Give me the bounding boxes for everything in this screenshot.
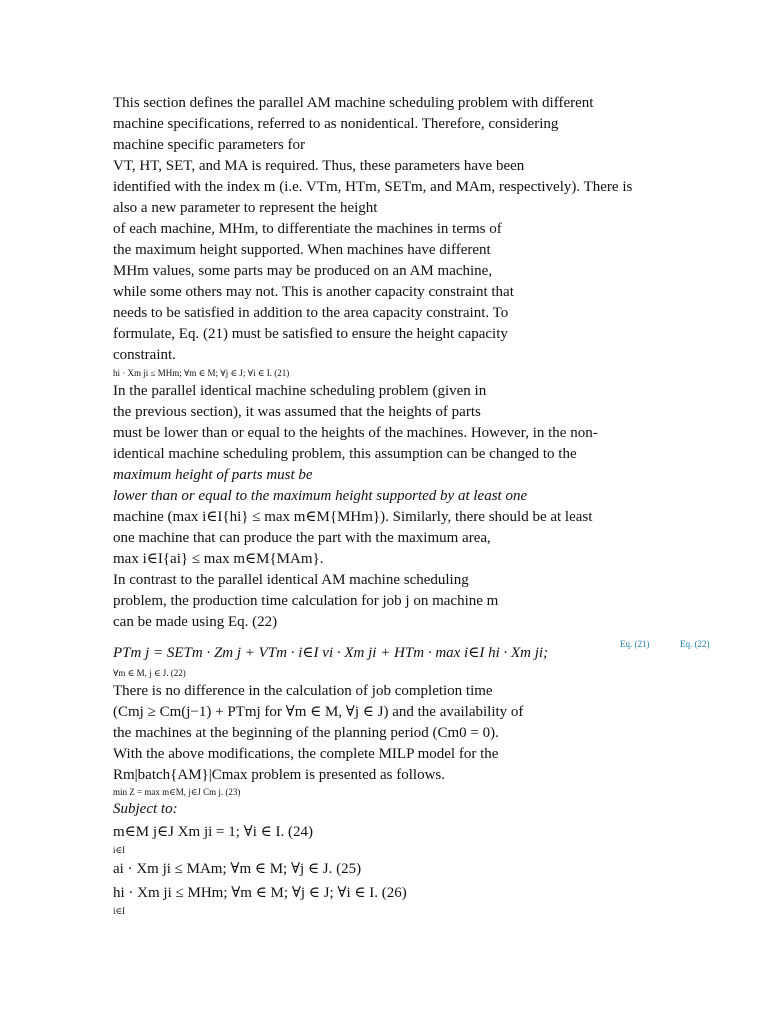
text-line: of each machine, MHm, to differentiate the machines in terms of xyxy=(113,221,502,237)
equation-23: min Z = max m∈M, j∈J Cm j. (23) xyxy=(113,787,241,797)
text-line: In the parallel identical machine scheduling problem (given in xyxy=(113,383,487,399)
equation-24: m∈M j∈J Xm ji = 1; ∀i ∈ I. (24) xyxy=(113,824,313,840)
text-line: the machines at the beginning of the planning period (Cm0 = 0). xyxy=(113,725,499,741)
text-line: This section defines the parallel AM machine scheduling problem with different xyxy=(113,95,594,111)
text-line: the previous section), it was assumed that the heights of parts xyxy=(113,404,481,420)
text-line: problem, the production time calculation for job j on machine m xyxy=(113,593,499,609)
equation-21: hi · Xm ji ≤ MHm; ∀m ∈ M; ∀j ∈ J; ∀i ∈ I. (21) xyxy=(113,368,290,378)
text-line: There is no difference in the calculation of job completion time xyxy=(113,683,493,699)
text-line: needs to be satisfied in addition to the area capacity constraint. To xyxy=(113,305,509,321)
text-line: must be lower than or equal to the heights of the machines. However, in the non- xyxy=(113,425,598,441)
text-line: formulate, Eq. (21) must be satisfied to ensure the height capacity xyxy=(113,326,508,342)
text-line: while some others may not. This is another capacity constraint that xyxy=(113,284,514,300)
eq-22-link[interactable]: Eq. (22) xyxy=(680,639,710,649)
text-line: identified with the index m (i.e. VTm, HTm, SETm, and MAm, respectively). There is xyxy=(113,179,633,195)
text-line: one machine that can produce the part with the maximum area, xyxy=(113,530,491,546)
equation-25: ai · Xm ji ≤ MAm; ∀m ∈ M; ∀j ∈ J. (25) xyxy=(113,861,362,877)
eq-21-link[interactable]: Eq. (21) xyxy=(620,639,650,649)
equation-22-condition: ∀m ∈ M, j ∈ J. (22) xyxy=(113,668,186,678)
text-line: also a new parameter to represent the height xyxy=(113,200,378,216)
equation-22: PTm j = SETm · Zm j + VTm · i∈I vi · Xm ji + HTm · max i∈I hi · Xm ji; xyxy=(113,645,549,661)
equation-24-subscript: i∈I xyxy=(113,845,126,855)
text-line: machine specific parameters for xyxy=(113,137,305,153)
text-line: identical machine scheduling problem, this assumption can be changed to the xyxy=(113,446,577,462)
text-line: max i∈I{ai} ≤ max m∈M{MAm}. xyxy=(113,551,324,567)
text-line: lower than or equal to the maximum height supported by at least one xyxy=(113,488,528,504)
text-line: (Cmj ≥ Cm(j−1) + PTmj for ∀m ∈ M, ∀j ∈ J) and the availability of xyxy=(113,704,524,720)
text-line: the maximum height supported. When machines have different xyxy=(113,242,491,258)
text-line: Rm|batch{AM}|Cmax problem is presented as follows. xyxy=(113,767,446,783)
text-line: machine specifications, referred to as nonidentical. Therefore, considering xyxy=(113,116,559,132)
text-line: can be made using Eq. (22) xyxy=(113,614,278,630)
text-line: With the above modifications, the complete MILP model for the xyxy=(113,746,499,762)
text-line: machine (max i∈I{hi} ≤ max m∈M{MHm}). Similarly, there should be at least xyxy=(113,509,593,525)
equation-26: hi · Xm ji ≤ MHm; ∀m ∈ M; ∀j ∈ J; ∀i ∈ I. (26) xyxy=(113,885,407,901)
equation-26-subscript: i∈I xyxy=(113,906,126,916)
text-line: constraint. xyxy=(113,347,176,363)
text-line: maximum height of parts must be xyxy=(113,467,313,483)
text-line: VT, HT, SET, and MA is required. Thus, these parameters have been xyxy=(113,158,525,174)
text-line: MHm values, some parts may be produced on an AM machine, xyxy=(113,263,493,279)
subject-to-heading: Subject to: xyxy=(113,801,178,817)
text-line: In contrast to the parallel identical AM machine scheduling xyxy=(113,572,469,588)
